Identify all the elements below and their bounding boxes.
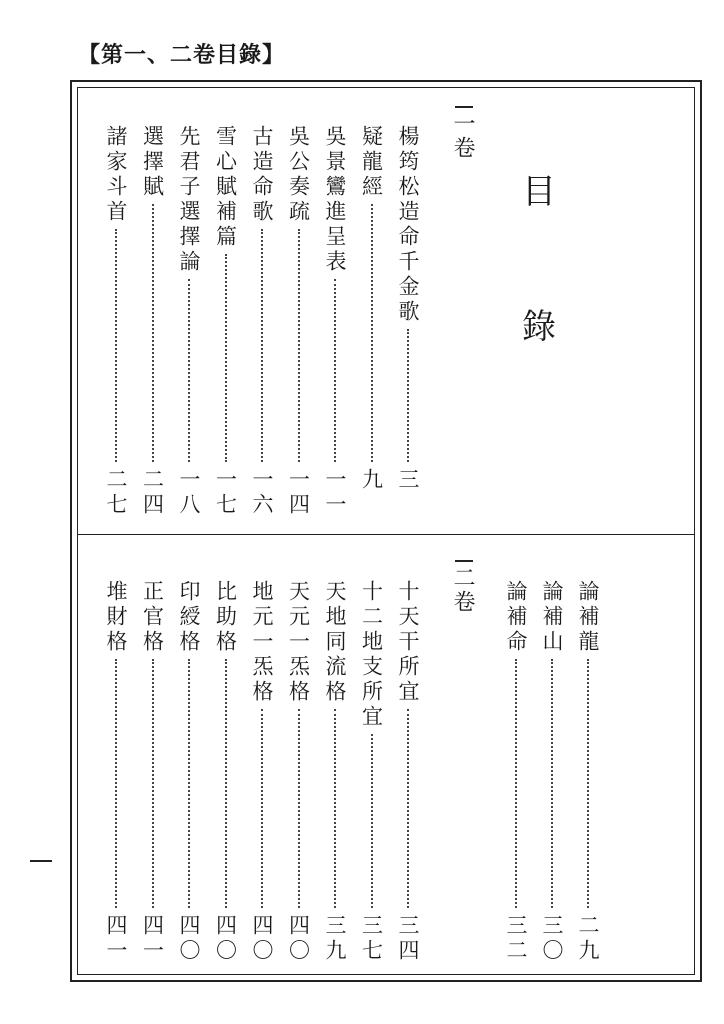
toc-leader-dots: [587, 659, 589, 908]
page-header: 【第一、二卷目錄】: [78, 43, 286, 68]
toc-entry-title: 論補山: [540, 580, 564, 655]
toc-entry-page: 四〇: [250, 914, 274, 964]
toc-entry-title: 雪心賦補篇: [213, 125, 238, 250]
toc-entry-title: 十二地支所宜: [359, 580, 384, 730]
toc-leader-dots: [115, 659, 117, 908]
toc-entry-title: 楊筠松造命千金歌: [396, 125, 420, 325]
toc-entry-page: 一四: [286, 468, 311, 518]
toc-entry-title: 論補命: [504, 580, 528, 655]
toc-leader-dots: [188, 279, 190, 462]
toc-leader-dots: [188, 659, 190, 908]
toc-entry-page: 二四: [140, 468, 165, 518]
toc-entry-title: 印綬格: [177, 580, 201, 655]
toc-entry-page: 四〇: [213, 914, 238, 964]
section-divider: [77, 534, 695, 535]
toc-entry-page: 三: [396, 468, 420, 493]
toc-leader-dots: [225, 659, 227, 908]
toc-entry-page: 一一: [323, 468, 347, 518]
toc-entry-page: 三四: [396, 914, 420, 964]
toc-leader-dots: [407, 329, 409, 462]
toc-leader-dots: [371, 204, 373, 462]
toc-entry-title: 比助格: [213, 580, 238, 655]
toc-leader-dots: [115, 229, 117, 462]
toc-entry-page: 二七: [104, 468, 128, 518]
toc-entry-page: 一六: [250, 468, 274, 518]
toc-entry-title: 古造命歌: [250, 125, 274, 225]
toc-entry-page: 九: [359, 468, 384, 493]
toc-entry-title: 吳景鸞進呈表: [323, 125, 347, 275]
toc-title-char-2: 錄: [522, 307, 556, 347]
toc-entry-title: 諸家斗首: [104, 125, 128, 225]
volume-2-label: 二卷: [450, 566, 475, 614]
toc-entry-page: 三〇: [540, 914, 564, 964]
volume-1-label: 一卷: [450, 112, 475, 160]
toc-entry-title: 吳公奏疏: [286, 125, 311, 225]
toc-leader-dots: [152, 659, 154, 908]
toc-leader-dots: [334, 709, 336, 908]
toc-leader-dots: [152, 204, 154, 462]
toc-entry-page: 二九: [576, 914, 600, 964]
toc-entry-title: 論補龍: [576, 580, 600, 655]
toc-entry-page: 四〇: [286, 914, 311, 964]
toc-leader-dots: [298, 229, 300, 462]
toc-leader-dots: [261, 229, 263, 462]
toc-leader-dots: [407, 709, 409, 908]
toc-leader-dots: [515, 659, 517, 908]
toc-entry-title: 正官格: [140, 580, 165, 655]
toc-leader-dots: [334, 279, 336, 462]
toc-entry-page: 一七: [213, 468, 238, 518]
margin-mark: [30, 860, 52, 862]
toc-leader-dots: [551, 659, 553, 908]
toc-entry-page: 一八: [177, 468, 201, 518]
toc-entry-title: 天元一炁格: [286, 580, 311, 705]
inner-frame: [77, 87, 695, 975]
toc-entry-page: 三二: [504, 914, 528, 964]
toc-leader-dots: [371, 734, 373, 908]
toc-entry-page: 四〇: [177, 914, 201, 964]
toc-entry-title: 天地同流格: [323, 580, 347, 705]
toc-leader-dots: [298, 709, 300, 908]
toc-entry-page: 四一: [140, 914, 165, 964]
toc-entry-page: 三九: [323, 914, 347, 964]
toc-entry-title: 疑龍經: [359, 125, 384, 200]
toc-entry-title: 選擇賦: [140, 125, 165, 200]
toc-entry-title: 堆財格: [104, 580, 128, 655]
toc-leader-dots: [261, 709, 263, 908]
toc-entry-title: 十天干所宜: [396, 580, 420, 705]
toc-title-char-1: 目: [522, 172, 556, 212]
toc-entry-page: 三七: [359, 914, 384, 964]
toc-leader-dots: [225, 254, 227, 462]
volume-2-mark: [455, 560, 473, 562]
volume-1-mark: [455, 106, 473, 108]
toc-entry-page: 四一: [104, 914, 128, 964]
toc-entry-title: 先君子選擇論: [177, 125, 201, 275]
toc-entry-title: 地元一炁格: [250, 580, 274, 705]
